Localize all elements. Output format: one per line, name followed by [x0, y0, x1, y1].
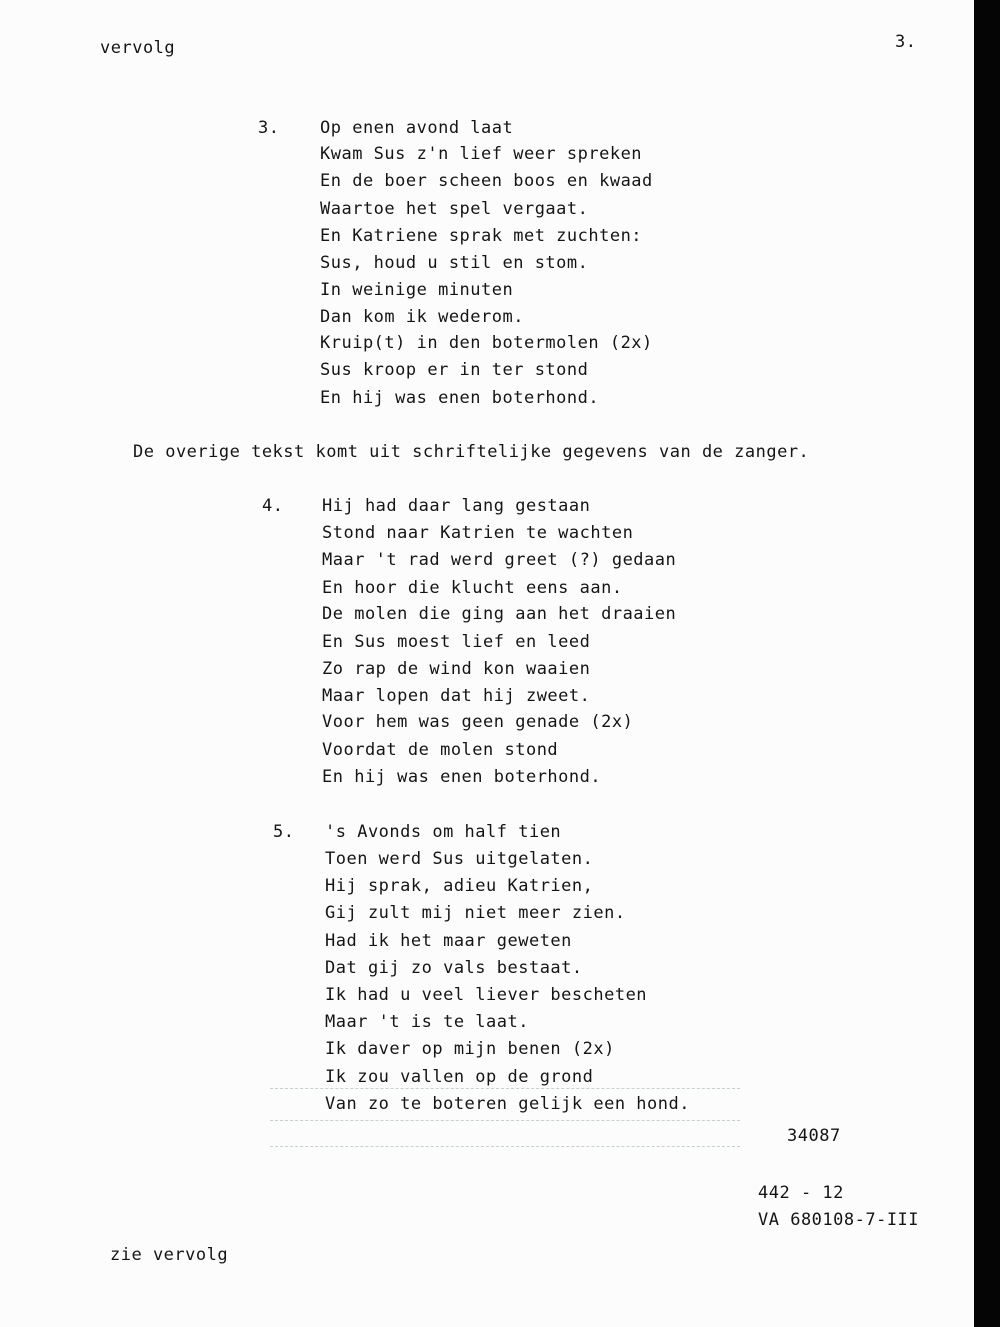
verse-line: Maar lopen dat hij zweet. — [322, 686, 591, 706]
bleed-through-rule — [270, 1088, 740, 1089]
verse-line: Ik zou vallen op de grond — [325, 1067, 594, 1087]
verse-line: Van zo te boteren gelijk een hond. — [325, 1094, 690, 1114]
verse-line: Kruip(t) in den botermolen (2x) — [320, 333, 653, 353]
verse-line: Had ik het maar geweten — [325, 931, 572, 951]
verse-line: Op enen avond laat — [320, 118, 514, 138]
verse-line: Zo rap de wind kon waaien — [322, 659, 591, 679]
verse-line: Dat gij zo vals bestaat. — [325, 958, 583, 978]
catalog-number: 34087 — [787, 1126, 841, 1146]
verse-number: 4. — [262, 496, 284, 516]
verse-line: En Sus moest lief en leed — [322, 632, 591, 652]
verse-line: Ik daver op mijn benen (2x) — [325, 1039, 615, 1059]
verse-line: Dan kom ik wederom. — [320, 307, 524, 327]
verse-line: Voordat de molen stond — [322, 740, 559, 760]
verse-line: Gij zult mij niet meer zien. — [325, 903, 626, 923]
verse-line: De molen die ging aan het draaien — [322, 604, 677, 624]
verse-line: Toen werd Sus uitgelaten. — [325, 849, 594, 869]
page-number: 3. — [895, 32, 917, 52]
catalog-reference: VA 680108-7-III — [758, 1210, 920, 1230]
source-note: De overige tekst komt uit schriftelijke gegevens van de zanger. — [133, 442, 810, 462]
verse-line: Kwam Sus z'n lief weer spreken — [320, 144, 643, 164]
verse-line: Ik had u veel liever bescheten — [325, 985, 648, 1005]
verse-number: 5. — [273, 822, 295, 842]
verse-line: En de boer scheen boos en kwaad — [320, 171, 653, 191]
verse-line: Sus, houd u stil en stom. — [320, 253, 589, 273]
verse-line: En hij was enen boterhond. — [320, 388, 600, 408]
verse-line: Stond naar Katrien te wachten — [322, 523, 634, 543]
header-continued: vervolg — [100, 38, 176, 58]
bleed-through-rule — [270, 1120, 740, 1121]
verse-line: En Katriene sprak met zuchten: — [320, 226, 643, 246]
bleed-through-rule — [270, 1146, 740, 1147]
catalog-code: 442 - 12 — [758, 1183, 844, 1203]
verse-line: In weinige minuten — [320, 280, 514, 300]
verse-line: Maar 't rad werd greet (?) gedaan — [322, 550, 677, 570]
verse-line: Voor hem was geen genade (2x) — [322, 712, 634, 732]
verse-line: Waartoe het spel vergaat. — [320, 199, 589, 219]
footer-continued: zie vervolg — [110, 1245, 229, 1265]
verse-line: Sus kroop er in ter stond — [320, 360, 589, 380]
verse-line: Hij sprak, adieu Katrien, — [325, 876, 594, 896]
verse-line: 's Avonds om half tien — [325, 822, 562, 842]
verse-line: En hoor die klucht eens aan. — [322, 578, 623, 598]
verse-line: Maar 't is te laat. — [325, 1012, 529, 1032]
verse-number: 3. — [258, 118, 280, 138]
verse-line: En hij was enen boterhond. — [322, 767, 602, 787]
verse-line: Hij had daar lang gestaan — [322, 496, 591, 516]
scan-border — [974, 0, 1000, 1327]
